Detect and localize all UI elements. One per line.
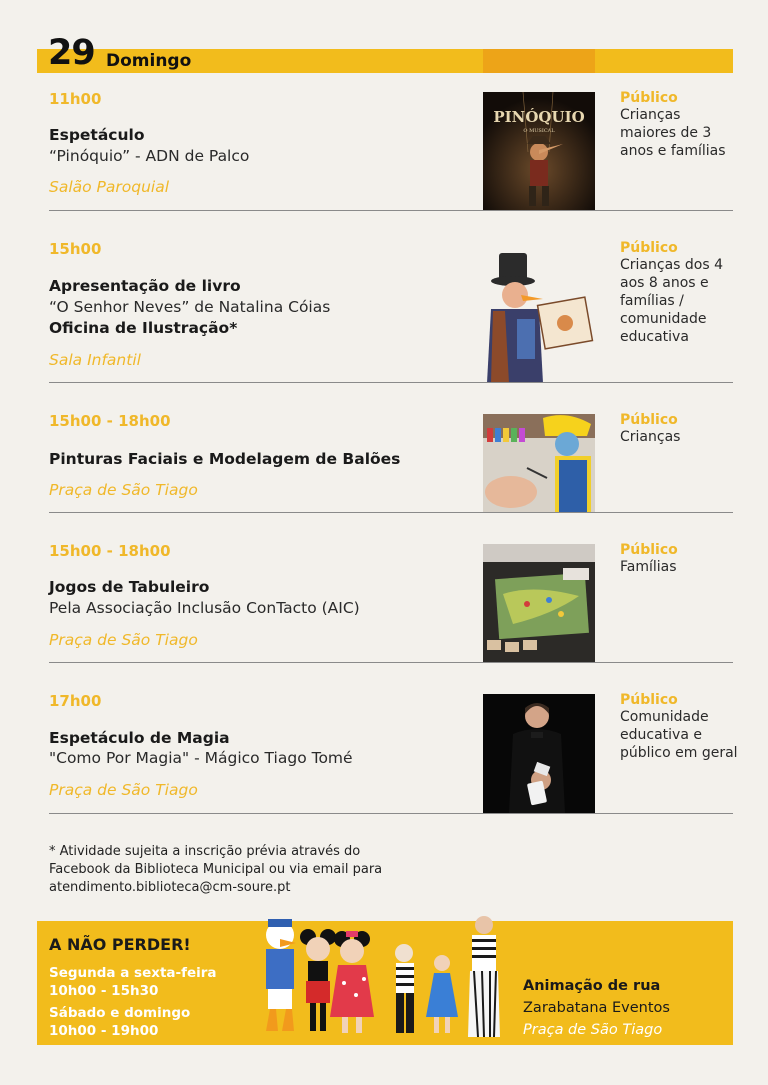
event-time: 15h00 - 18h00 — [49, 542, 171, 560]
divider — [49, 662, 733, 663]
board-game-image — [483, 544, 595, 663]
event-title: Pinturas Faciais e Modelagem de Balões — [49, 450, 401, 468]
audience-label: Público — [620, 240, 678, 256]
footnote-email: atendimento.biblioteca@cm-soure.pt — [49, 880, 291, 895]
audience-text: Comunidade educativa e público em geral — [620, 709, 738, 761]
event-place: Sala Infantil — [49, 351, 141, 369]
audience-label: Público — [620, 692, 678, 708]
weekdays-label: Segunda a sexta-feira — [49, 965, 217, 981]
event-subtitle: “Pinóquio” - ADN de Palco — [49, 147, 250, 165]
audience-label: Público — [620, 412, 678, 428]
event-title: Apresentação de livro — [49, 277, 241, 295]
event-time: 11h00 — [49, 90, 102, 108]
event-title: Jogos de Tabuleiro — [49, 578, 210, 596]
audience-text: Crianças — [620, 429, 681, 445]
event-place: Praça de São Tiago — [49, 481, 198, 499]
divider — [49, 382, 733, 383]
event-place: Praça de São Tiago — [49, 631, 198, 649]
highlight-box — [37, 921, 733, 1045]
footnote-line: Facebook da Biblioteca Municipal ou via email para — [49, 862, 383, 877]
event-title: Espetáculo — [49, 126, 145, 144]
event-subtitle: Pela Associação Inclusão ConTacto (AIC) — [49, 599, 360, 617]
divider — [49, 210, 733, 211]
street-animation-organizer: Zarabatana Eventos — [523, 1000, 670, 1016]
puppet-with-book-image — [483, 249, 595, 383]
event-title-secondary: Oficina de Ilustração* — [49, 319, 238, 337]
weekend-label: Sábado e domingo — [49, 1005, 191, 1021]
event-place: Salão Paroquial — [49, 178, 170, 196]
street-animation-title: Animação de rua — [523, 978, 661, 994]
audience-label: Público — [620, 542, 678, 558]
event-place: Praça de São Tiago — [49, 781, 198, 799]
event-subtitle: “O Senhor Neves” de Natalina Cóias — [49, 298, 331, 316]
event-time: 15h00 - 18h00 — [49, 412, 171, 430]
face-painting-image — [483, 414, 595, 512]
audience-text: Famílias — [620, 559, 677, 575]
audience-text: Crianças maiores de 3 anos e famílias — [620, 107, 726, 159]
weekdays-hours: 10h00 - 15h30 — [49, 983, 159, 999]
highlight-heading: A NÃO PERDER! — [49, 935, 191, 954]
event-time: 15h00 — [49, 240, 102, 258]
footnote-line: * Atividade sujeita a inscrição prévia através do — [49, 844, 361, 859]
svg-text:O MUSICAL: O MUSICAL — [523, 128, 555, 134]
day-number: 29 — [48, 33, 95, 73]
svg-text:PINÓQUIO: PINÓQUIO — [493, 108, 585, 126]
costumed-characters-image — [252, 913, 502, 1045]
weekend-hours: 10h00 - 19h00 — [49, 1023, 159, 1039]
audience-text: Crianças dos 4 aos 8 anos e famílias / comunidade educativa — [620, 257, 723, 345]
event-time: 17h00 — [49, 692, 102, 710]
audience-label: Público — [620, 90, 678, 106]
magician-image — [483, 694, 595, 813]
event-title: Espetáculo de Magia — [49, 729, 230, 747]
registration-footnote — [49, 843, 469, 897]
event-subtitle: "Como Por Magia" - Mágico Tiago Tomé — [49, 749, 353, 767]
day-name: Domingo — [106, 51, 192, 71]
street-animation-place: Praça de São Tiago — [523, 1022, 663, 1038]
pinoquio-poster-image — [483, 92, 595, 211]
divider — [49, 813, 733, 814]
header-accent-block — [483, 49, 595, 73]
divider — [49, 512, 733, 513]
